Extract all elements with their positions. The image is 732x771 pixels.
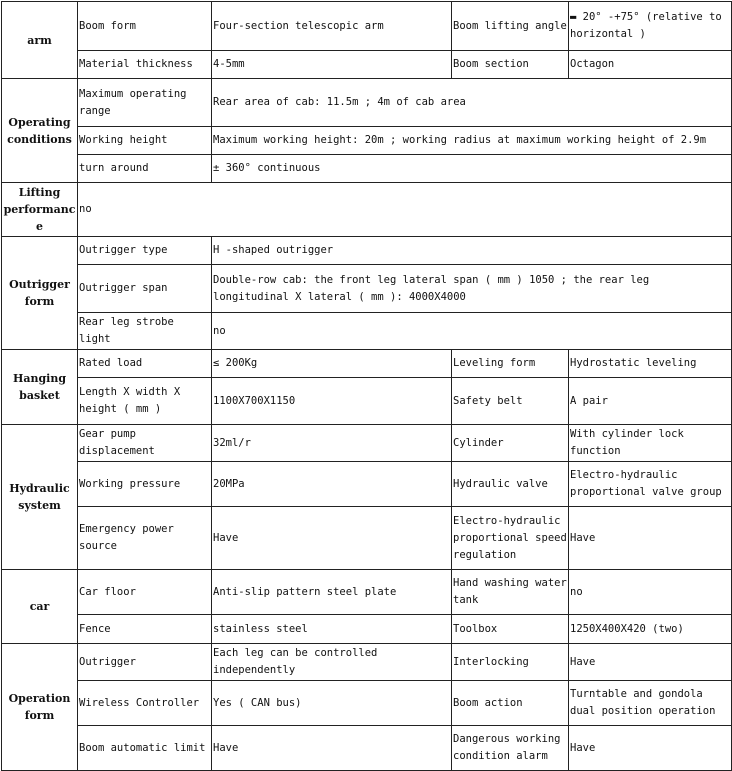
outrigger-type-value: H -shaped outrigger (212, 237, 732, 265)
boom-action-label: Boom action (452, 681, 569, 726)
hydraulic-valve-value: Electro-hydraulic proportional valve group (569, 462, 732, 507)
hand-washing-value: no (569, 570, 732, 615)
table-row (2, 2, 732, 51)
car-floor-label: Car floor (78, 570, 212, 615)
leveling-form-value: Hydrostatic leveling (569, 350, 732, 378)
safety-belt-value: A pair (569, 378, 732, 425)
category-arm: arm (2, 2, 78, 79)
toolbox-label: Toolbox (452, 615, 569, 644)
working-pressure-value: 20MPa (212, 462, 452, 507)
turn-around-label: turn around (78, 155, 212, 183)
category-hydraulic-system: Hydraulic system (2, 425, 78, 570)
table-row (2, 350, 732, 378)
table-row (2, 378, 732, 425)
boom-section-label: Boom section (452, 51, 569, 79)
hand-washing-label: Hand washing water tank (452, 570, 569, 615)
outrigger-control-value: Each leg can be controlled independently (212, 644, 452, 681)
rated-load-value: ≤ 200Kg (212, 350, 452, 378)
gear-pump-label: Gear pump displacement (78, 425, 212, 462)
table-row (2, 425, 732, 462)
boom-section-value: Octagon (569, 51, 732, 79)
basket-dimensions-label: Length X width X height ( mm ) (78, 378, 212, 425)
category-outrigger-form: Outrigger form (2, 237, 78, 350)
working-height-value: Maximum working height: 20m ; working radius at maximum working height of 2.9m (212, 127, 732, 155)
leveling-form-label: Leveling form (452, 350, 569, 378)
boom-auto-limit-value: Have (212, 726, 452, 771)
table-row (2, 313, 732, 350)
fence-value: stainless steel (212, 615, 452, 644)
table-row (2, 237, 732, 265)
outrigger-span-label: Outrigger span (78, 265, 212, 313)
table-row (2, 79, 732, 127)
hydraulic-valve-label: Hydraulic valve (452, 462, 569, 507)
max-operating-range-value: Rear area of cab: 11.5m ; 4m of cab area (212, 79, 732, 127)
speed-regulation-label: Electro-hydraulic proportional speed regulation (452, 507, 569, 570)
lifting-performance-value: no (78, 183, 732, 237)
table-row (2, 462, 732, 507)
category-lifting-performance: Lifting performance (2, 183, 78, 237)
dangerous-alarm-value: Have (569, 726, 732, 771)
table-row (2, 644, 732, 681)
material-thickness-label: Material thickness (78, 51, 212, 79)
wireless-controller-value: Yes ( CAN bus) (212, 681, 452, 726)
max-operating-range-label: Maximum operating range (78, 79, 212, 127)
emergency-power-value: Have (212, 507, 452, 570)
table-row (2, 265, 732, 313)
boom-form-value: Four-section telescopic arm (212, 2, 452, 51)
safety-belt-label: Safety belt (452, 378, 569, 425)
category-operating-conditions: Operating conditions (2, 79, 78, 183)
boom-auto-limit-label: Boom automatic limit (78, 726, 212, 771)
table-row (2, 127, 732, 155)
boom-action-value: Turntable and gondola dual position operation (569, 681, 732, 726)
working-height-label: Working height (78, 127, 212, 155)
category-hanging-basket: Hanging basket (2, 350, 78, 425)
speed-regulation-value: Have (569, 507, 732, 570)
boom-lifting-angle-value: ▬ 20° -+75° (relative to horizontal ) (569, 2, 732, 51)
material-thickness-value: 4-5mm (212, 51, 452, 79)
rear-leg-strobe-label: Rear leg strobe light (78, 313, 212, 350)
outrigger-control-label: Outrigger (78, 644, 212, 681)
turn-around-value: ± 360° continuous (212, 155, 732, 183)
category-operation-form: Operation form (2, 644, 78, 771)
basket-dimensions-value: 1100X700X1150 (212, 378, 452, 425)
rear-leg-strobe-value: no (212, 313, 732, 350)
gear-pump-value: 32ml/r (212, 425, 452, 462)
cylinder-value: With cylinder lock function (569, 425, 732, 462)
fence-label: Fence (78, 615, 212, 644)
boom-lifting-angle-label: Boom lifting angle (452, 2, 569, 51)
table-row (2, 155, 732, 183)
toolbox-value: 1250X400X420 (two) (569, 615, 732, 644)
table-row (2, 183, 732, 237)
cylinder-label: Cylinder (452, 425, 569, 462)
table-row (2, 51, 732, 79)
table-row (2, 681, 732, 726)
rated-load-label: Rated load (78, 350, 212, 378)
emergency-power-label: Emergency power source (78, 507, 212, 570)
wireless-controller-label: Wireless Controller (78, 681, 212, 726)
interlocking-value: Have (569, 644, 732, 681)
table-row (2, 507, 732, 570)
dangerous-alarm-label: Dangerous working condition alarm (452, 726, 569, 771)
car-floor-value: Anti-slip pattern steel plate (212, 570, 452, 615)
specification-table (1, 1, 732, 771)
interlocking-label: Interlocking (452, 644, 569, 681)
boom-form-label: Boom form (78, 2, 212, 51)
working-pressure-label: Working pressure (78, 462, 212, 507)
table-row (2, 570, 732, 615)
table-row (2, 615, 732, 644)
category-car: car (2, 570, 78, 644)
table-row (2, 726, 732, 771)
outrigger-type-label: Outrigger type (78, 237, 212, 265)
outrigger-span-value: Double-row cab: the front leg lateral span ( mm ) 1050 ; the rear leg longitudinal X lateral ( mm ): 4000X4000 (212, 265, 732, 313)
